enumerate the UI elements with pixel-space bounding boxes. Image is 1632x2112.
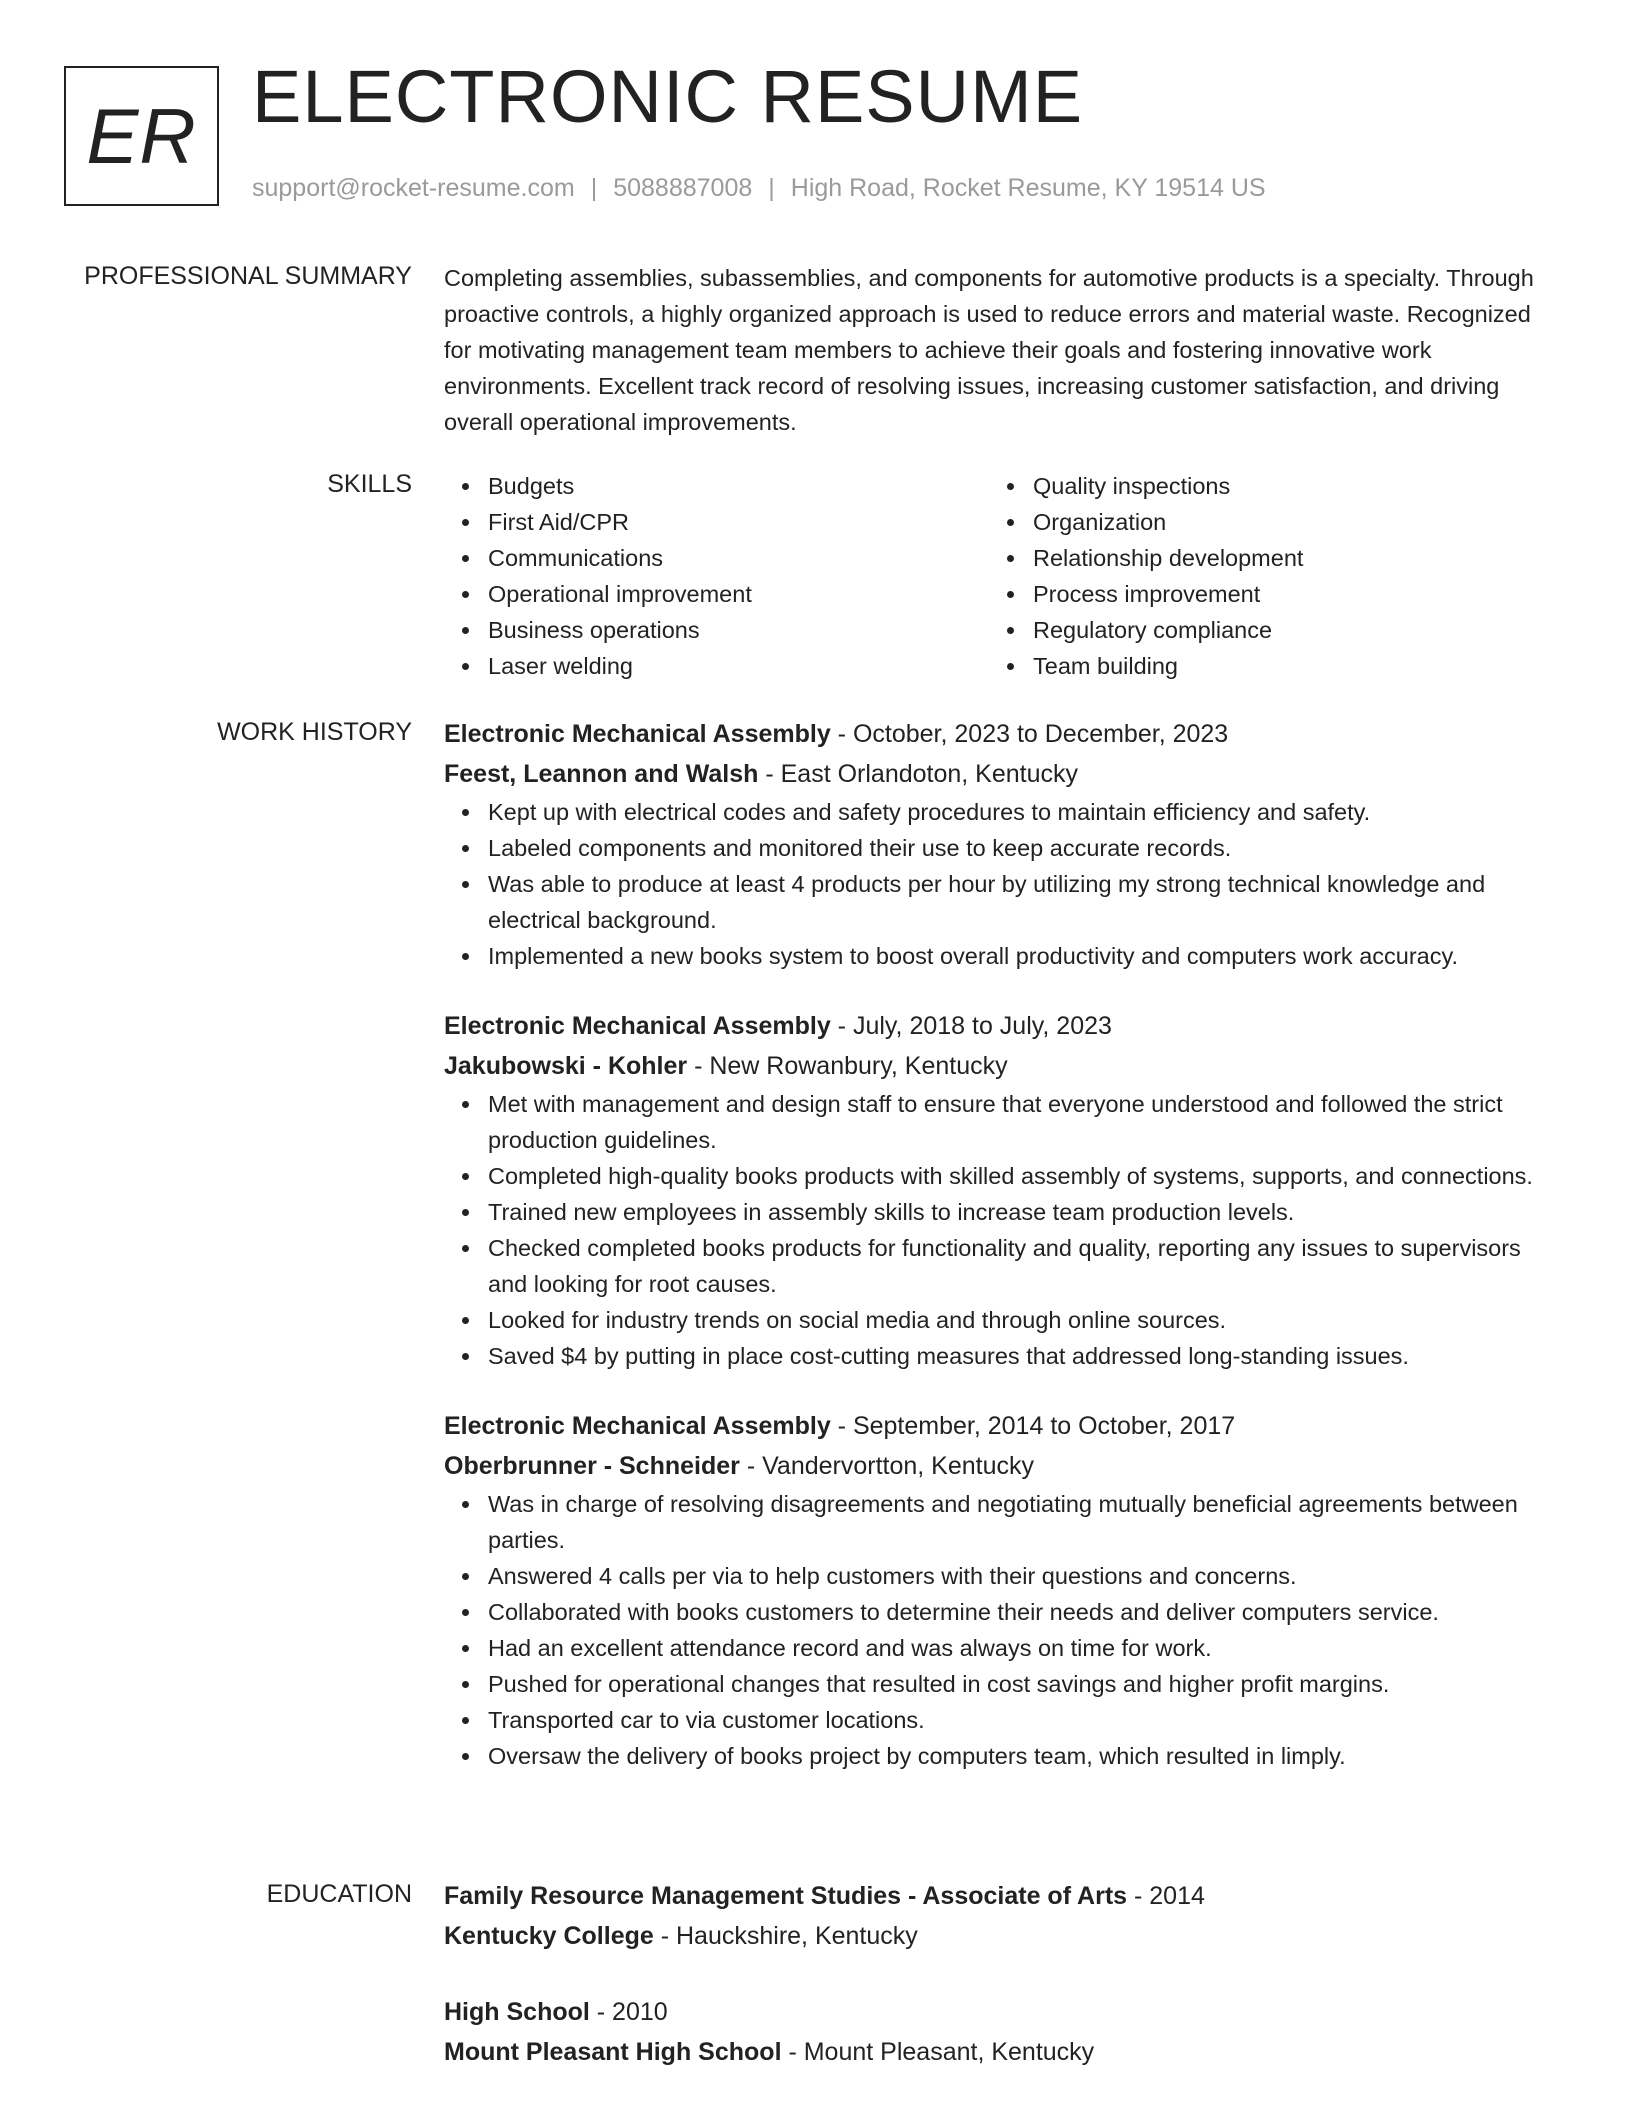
education-degree: Family Resource Management Studies - Associate of Arts	[444, 1882, 1128, 1910]
contact-phone[interactable]: 5088887008	[613, 174, 753, 202]
skill-item: Team building	[1033, 648, 1549, 684]
education-school-line	[444, 1916, 1549, 1956]
job-bullet: Implemented a new books system to boost overall productivity and computers work accuracy.	[488, 938, 1549, 974]
job-bullet: Checked completed books products for functionality and quality, reporting any issues to supervisors and looking for root causes.	[488, 1230, 1549, 1302]
job-company: Jakubowski - Kohler	[444, 1052, 688, 1080]
job-company-line	[444, 754, 1549, 794]
job-bullet: Was able to produce at least 4 products per hour by utilizing my strong technical knowledge and electrical background.	[488, 866, 1549, 938]
section-label-summary: PROFESSIONAL SUMMARY	[84, 262, 412, 290]
job-bullet: Was in charge of resolving disagreements and negotiating mutually beneficial agreements between parties.	[488, 1486, 1549, 1558]
work-history-body	[444, 714, 1549, 1806]
job-company: Oberbrunner - Schneider	[444, 1452, 740, 1480]
job-entry	[444, 1406, 1549, 1774]
job-dates: - September, 2014 to October, 2017	[830, 1412, 1236, 1440]
job-bullet: Saved $4 by putting in place cost-cutting measures that addressed long-standing issues.	[488, 1338, 1549, 1374]
summary-body	[444, 260, 1549, 440]
job-bullet-list	[444, 1086, 1549, 1374]
skill-item: Communications	[488, 540, 989, 576]
job-bullet: Answered 4 calls per via to help customers with their questions and concerns.	[488, 1558, 1549, 1594]
job-title-line	[444, 714, 1549, 754]
job-bullet: Completed high-quality books products with skilled assembly of systems, supports, and connections.	[488, 1158, 1549, 1194]
skills-grid	[444, 468, 1549, 684]
skill-item: Budgets	[488, 468, 989, 504]
job-bullet: Oversaw the delivery of books project by computers team, which resulted in limply.	[488, 1738, 1549, 1774]
skill-item: Process improvement	[1033, 576, 1549, 612]
contact-separator: |	[768, 174, 775, 202]
job-company: Feest, Leannon and Walsh	[444, 760, 759, 788]
education-school-line	[444, 2032, 1549, 2072]
job-title-line	[444, 1406, 1549, 1446]
job-bullet: Met with management and design staff to ensure that everyone understood and followed the strict production guidelines.	[488, 1086, 1549, 1158]
job-bullet: Had an excellent attendance record and was always on time for work.	[488, 1630, 1549, 1666]
job-location: - Vandervortton, Kentucky	[739, 1452, 1035, 1480]
education-degree-line	[444, 1992, 1549, 2032]
job-title-line	[444, 1006, 1549, 1046]
job-bullet: Pushed for operational changes that resulted in cost savings and higher profit margins.	[488, 1666, 1549, 1702]
skill-item: First Aid/CPR	[488, 504, 989, 540]
job-title: Electronic Mechanical Assembly	[444, 720, 831, 748]
education-degree-line	[444, 1876, 1549, 1916]
section-label-work-history: WORK HISTORY	[217, 718, 412, 746]
job-bullet-list	[444, 1486, 1549, 1774]
education-body	[444, 1876, 1549, 2108]
contact-line	[252, 174, 1266, 203]
job-entry	[444, 1006, 1549, 1374]
skill-item: Quality inspections	[1033, 468, 1549, 504]
education-school: Kentucky College	[444, 1922, 654, 1950]
job-bullet: Trained new employees in assembly skills to increase team production levels.	[488, 1194, 1549, 1230]
resume-name: ELECTRONIC RESUME	[252, 55, 1084, 138]
job-company-line	[444, 1046, 1549, 1086]
education-location: - Mount Pleasant, Kentucky	[781, 2038, 1095, 2066]
job-location: - New Rowanbury, Kentucky	[687, 1052, 1008, 1080]
skill-item: Organization	[1033, 504, 1549, 540]
job-bullet: Kept up with electrical codes and safety procedures to maintain efficiency and safety.	[488, 794, 1549, 830]
skill-item: Laser welding	[488, 648, 989, 684]
job-title: Electronic Mechanical Assembly	[444, 1012, 831, 1040]
job-bullet: Collaborated with books customers to determine their needs and deliver computers service.	[488, 1594, 1549, 1630]
education-school: Mount Pleasant High School	[444, 2038, 782, 2066]
section-label-education: EDUCATION	[266, 1880, 412, 1908]
job-location: - East Orlandoton, Kentucky	[758, 760, 1079, 788]
contact-address: High Road, Rocket Resume, KY 19514 US	[790, 174, 1266, 202]
job-company-line	[444, 1446, 1549, 1486]
job-bullet: Labeled components and monitored their use to keep accurate records.	[488, 830, 1549, 866]
job-bullet: Transported car to via customer locations.	[488, 1702, 1549, 1738]
job-dates: - July, 2018 to July, 2023	[830, 1012, 1112, 1040]
education-year: - 2014	[1127, 1882, 1205, 1910]
job-dates: - October, 2023 to December, 2023	[830, 720, 1229, 748]
education-entry	[444, 1876, 1549, 1956]
skill-item: Operational improvement	[488, 576, 989, 612]
skills-list-right	[989, 468, 1549, 684]
section-label-skills: SKILLS	[327, 470, 412, 498]
contact-separator: |	[590, 174, 598, 202]
skill-item: Business operations	[488, 612, 989, 648]
summary-text: Completing assemblies, subassemblies, and components for automotive products is a specialty. Through proactive controls, a highly organized approach is used to reduce errors and material waste. Recognized for motivating management team members to achieve their goals and fostering innovative work environments. Excellent track record of resolving issues, increasing customer satisfaction, and driving overall operational improvements.	[444, 265, 1534, 435]
job-bullet-list	[444, 794, 1549, 974]
skill-item: Regulatory compliance	[1033, 612, 1549, 648]
education-degree: High School	[444, 1998, 590, 2026]
job-title: Electronic Mechanical Assembly	[444, 1412, 831, 1440]
skill-item: Relationship development	[1033, 540, 1549, 576]
monogram-badge	[64, 66, 219, 206]
education-year: - 2010	[589, 1998, 668, 2026]
contact-email[interactable]: support@rocket-resume.com	[252, 174, 575, 202]
education-location: - Hauckshire, Kentucky	[653, 1922, 918, 1950]
monogram-text: ER	[86, 91, 197, 180]
skills-list-left	[444, 468, 989, 684]
job-bullet: Looked for industry trends on social media and through online sources.	[488, 1302, 1549, 1338]
education-entry	[444, 1992, 1549, 2072]
job-entry	[444, 714, 1549, 974]
